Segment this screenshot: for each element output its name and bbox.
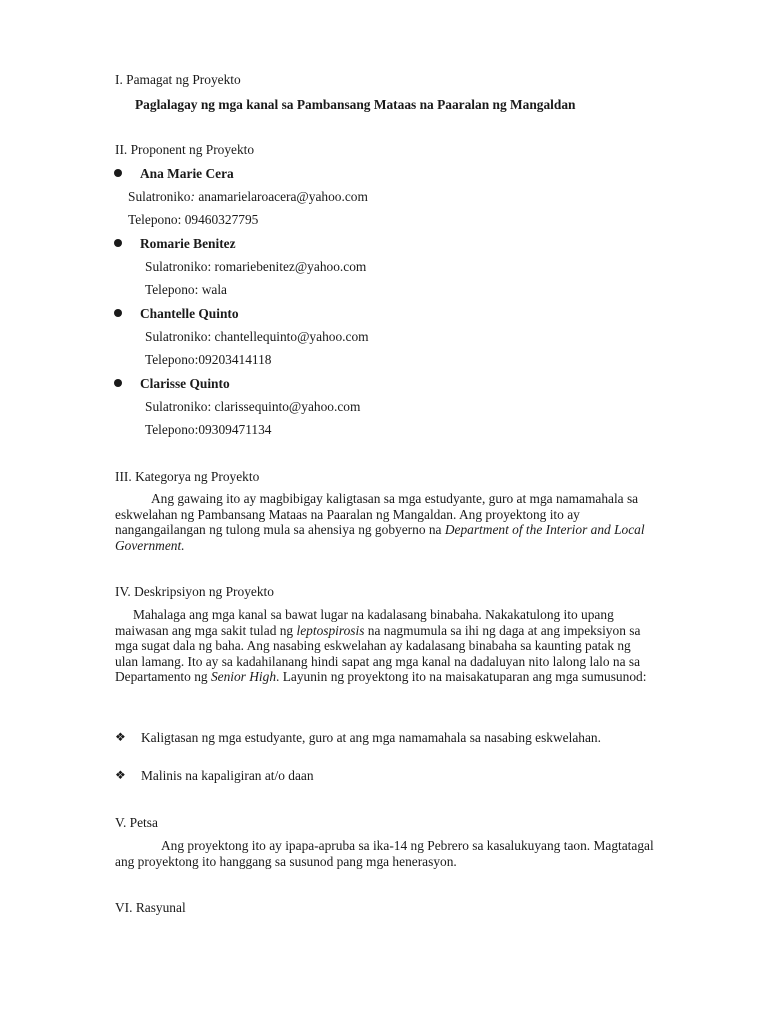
email-separator: : xyxy=(190,189,195,204)
proponent-name: Clarisse Quinto xyxy=(140,376,230,391)
diamond-bullet-icon: ❖ xyxy=(115,730,126,744)
proponent-name: Romarie Benitez xyxy=(140,236,236,251)
agency-name: Department of the Interior and Local Government. xyxy=(115,522,645,553)
email-address: anamarielaroacera@yahoo.com xyxy=(194,189,368,204)
petsa-paragraph xyxy=(115,838,665,869)
petsa-text: Ang proyektong ito ay ipapa-apruba sa ika-14 ng Pebrero sa kasalukuyang taon. Magtatagal ang proyektong ito hanggang sa susunod pang mga henerasyon. xyxy=(115,838,654,869)
deskripsiyon-paragraph xyxy=(115,607,655,685)
proponent-phone: Telepono: wala xyxy=(145,282,227,297)
deskripsiyon-text-1: Mahalaga ang mga kanal sa bawat lugar na kadalasang binabaha. Nakakatulong ito upang maiwasan ang mga sakit tulad ng xyxy=(115,607,614,638)
bullet-dot-icon xyxy=(114,379,122,387)
goal-item: Kaligtasan ng mga estudyante, guro at ang mga namamahala sa nasabing eskwelahan. xyxy=(141,730,601,745)
email-label: Sulatroniko xyxy=(128,189,191,204)
kategorya-paragraph xyxy=(115,491,655,553)
section-heading-rasyunal: VI. Rasyunal xyxy=(115,900,186,915)
proponent-email: Sulatroniko: clarissequinto@yahoo.com xyxy=(145,399,361,414)
diamond-bullet-icon: ❖ xyxy=(115,768,126,782)
goal-item: Malinis na kapaligiran at/o daan xyxy=(141,768,314,783)
bullet-dot-icon xyxy=(114,239,122,247)
kategorya-text: Ang gawaing ito ay magbibigay kaligtasan sa mga estudyante, guro at mga namamahala sa eskwelahan ng Pambansang Mataas na Paaralan ng Mangaldan. Ang proyektong ito ay nangangailangan ng tulong mula sa ahensiya ng gobyerno na xyxy=(115,491,639,537)
section-heading-proponent: II. Proponent ng Proyekto xyxy=(115,142,255,157)
proponent-email: Sulatroniko: chantellequinto@yahoo.com xyxy=(145,329,369,344)
deskripsiyon-text-2: na nagmumula sa ihi ng daga at ang impeksiyon sa mga sugat dala ng baha. Ang nasabing eskwelahan ay kadalasang binabaha sa kaunting patak ng ulan lamang. Ito ay sa kadahilanang hindi sapat ang mga kanal na dadaluyan nito lalong lalo na sa Departamento ng xyxy=(115,622,641,684)
proponent-name: Chantelle Quinto xyxy=(140,306,239,321)
proponent-phone: Telepono: 09460327795 xyxy=(128,212,259,227)
project-title: Paglalagay ng mga kanal sa Pambansang Mataas na Paaralan ng Mangaldan xyxy=(135,97,576,112)
proponent-name: Ana Marie Cera xyxy=(140,166,234,181)
disease-name: leptospirosis xyxy=(296,622,365,638)
bullet-dot-icon xyxy=(114,169,122,177)
proponent-email xyxy=(128,189,368,205)
deskripsiyon-text-3: . Layunin ng proyektong ito na maisakatuparan ang mga sumusunod: xyxy=(276,669,647,684)
bullet-dot-icon xyxy=(114,309,122,317)
section-heading-deskripsiyon: IV. Deskripsiyon ng Proyekto xyxy=(115,584,274,599)
proponent-phone: Telepono:09309471134 xyxy=(145,422,272,437)
section-heading-petsa: V. Petsa xyxy=(115,815,158,830)
proponent-email: Sulatroniko: romariebenitez@yahoo.com xyxy=(145,259,367,274)
department-name: Senior High xyxy=(210,669,277,684)
section-heading-kategorya: III. Kategorya ng Proyekto xyxy=(115,469,260,484)
proponent-phone: Telepono:09203414118 xyxy=(145,352,272,367)
section-heading-pamagat: I. Pamagat ng Proyekto xyxy=(115,72,241,87)
